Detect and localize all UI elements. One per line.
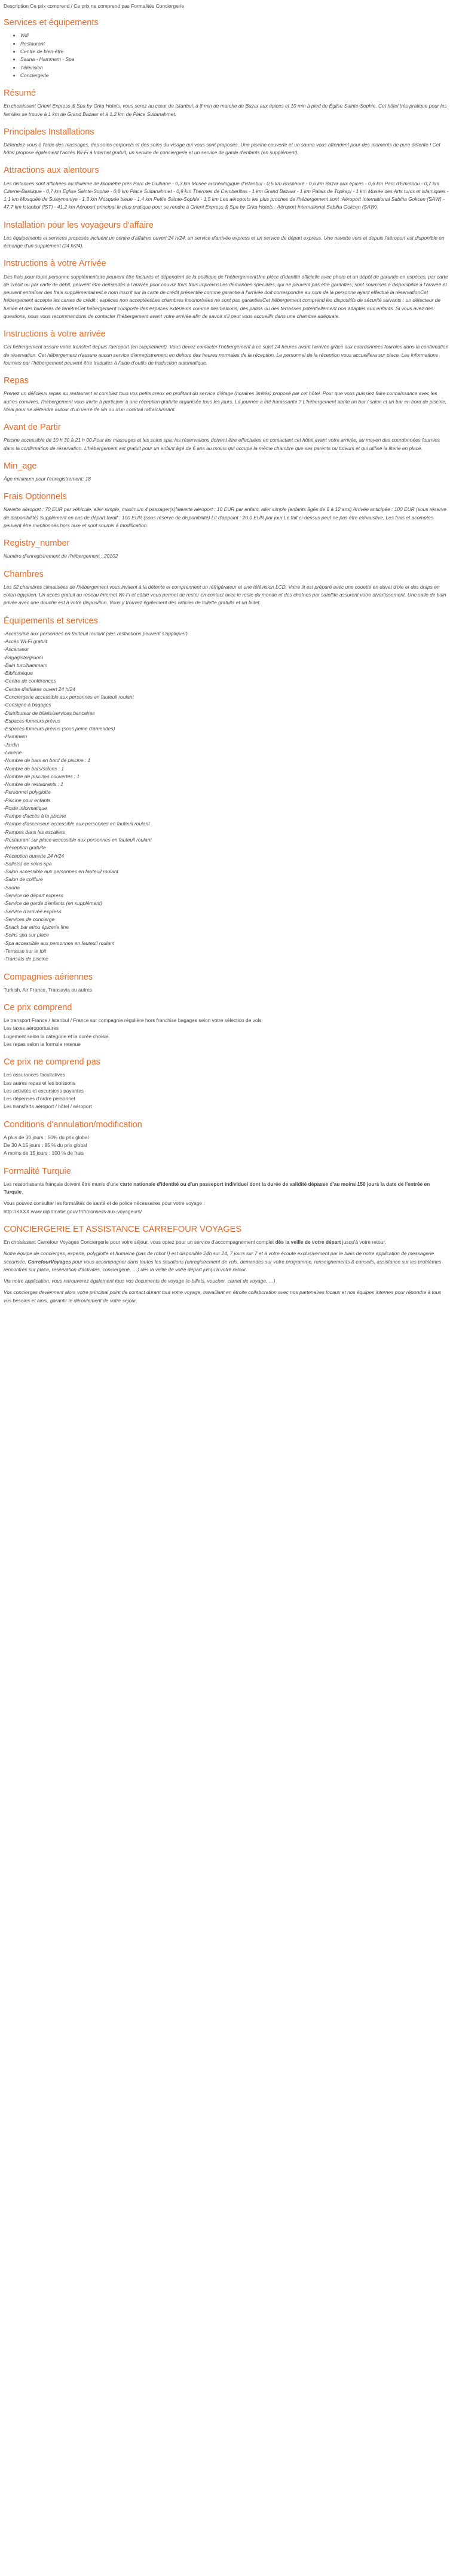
section-registry-number — [4, 538, 449, 560]
section-title: Ce prix comprend — [4, 1002, 72, 1012]
conciergerie-text-4: Vos concierges deviennent alors votre principal point de contact durant tout votre voyage, travaillant en étroite collaboration avec nos partenaires locaux et nos équipes internes pour répondre à tous vos besoins et ainsi, garantir le déroulement de votre séjour. — [4, 1289, 442, 1304]
section-title: Installation pour les voyageurs d'affaire — [4, 220, 154, 230]
section-text: Âge minimum pour l'enregistrement: 18 — [4, 475, 91, 482]
list-item: -Accessible aux personnes en fauteuil roulant (des restrictions peuvent s'appliquer) — [4, 630, 188, 637]
section-text: Navette aéroport : 70 EUR par véhicule, aller simple, maximum 4 passager(s)Navette aéroport : 10 EUR par enfant, aller simple (enfants âgés de 6 à 12 ans) Arrivée anticipée : 100 EUR (sous réserve de disponibilité) Supplément en cas de départ tardif : 100 EUR (sous réserve de disponibilité) Lit d'appoint : 20.0 EUR par jour Le fait ci-dessus peut ne pas être exhaustive. Les frais et acomptes peuvent être mentionnés hors taxe et sont soumis à modification. — [4, 506, 446, 528]
section-text: En choisissant Orient Express & Spa by Orka Hotels, vous serez au cœur de Istanbul, à 8 min de marche de Bazar aux épices et 10 min à pied de Église Sainte-Sophie. Cet hôtel très pratique pour les familles se trouve à 1 km de Grand Bazaar et à 1,2 km de Place Sultanahmet. — [4, 103, 447, 117]
formalite-link[interactable]: http://XXXX.www.diplomatie.gouv.fr/fr/conseils-aux-voyageurs/ — [4, 1208, 142, 1214]
list-item: De 30 A 15 jours : 85 % du prix global — [4, 1142, 87, 1149]
list-item: -Jardin — [4, 741, 19, 748]
section-title: Instructions à votre Arrivée — [4, 259, 106, 269]
list-item: • Conciergerie — [20, 72, 449, 79]
section-title: Équipements et services — [4, 616, 98, 626]
conditions-list — [4, 1134, 449, 1158]
list-item: Logement selon la catégorie et la durée choisie. — [4, 1033, 110, 1039]
list-item: -Restaurant sur place accessible aux personnes en fauteuil roulant — [4, 837, 152, 843]
list-item: -Soins spa sur place — [4, 932, 49, 938]
list-item: -Rampe d'accès à la piscine — [4, 813, 66, 819]
list-item: -Spa accessible aux personnes en fauteuil roulant — [4, 940, 115, 946]
list-item: -Nombre de bars/salons : 1 — [4, 765, 65, 772]
list-item: -Terrasse sur le toit — [4, 947, 47, 954]
section-chambres — [4, 569, 449, 607]
section-installation-affaires — [4, 220, 449, 250]
section-text: Turkish, Air France, Transavia ou autres — [4, 986, 93, 993]
list-item: -Bain turc/hammam — [4, 662, 48, 668]
list-item: Les dépenses d'ordre personnel — [4, 1096, 75, 1102]
list-item: -Bagagiste/groom — [4, 654, 44, 660]
formalite-sante-text: Vous pouvez consulter les formalités de santé et de police nécessaires pour votre voyage : — [4, 1200, 205, 1207]
section-title: CONCIERGERIE ET ASSISTANCE CARREFOUR VOYAGES — [4, 1224, 242, 1234]
list-item: -Espaces fumeurs prévus — [4, 717, 60, 724]
list-item: Les taxes aéroportuaires — [4, 1025, 59, 1032]
list-item: -Laverie — [4, 749, 22, 755]
section-title: Repas — [4, 376, 29, 386]
section-title: Instructions à votre arrivée — [4, 329, 106, 339]
section-resume — [4, 88, 449, 118]
section-title: Registry_number — [4, 539, 70, 549]
list-item: -Centre d'affaires ouvert 24 h/24 — [4, 686, 75, 692]
section-ce-prix-comprend — [4, 1002, 449, 1048]
section-title: Formalité Turquie — [4, 1166, 71, 1176]
section-text: Détendez-vous à l'aide des massages, des soins corporels et des soins du visage qui vous sont proposés. Une piscine couverte et un sauna vous attendent pour des moments de pure détente ! Cet hôtel propose également l'accès Wi-Fi à Internet gratuit, un service de conciergerie et un service de garde d'enfants (en supplément). — [4, 141, 440, 156]
section-formalite-turquie — [4, 1166, 449, 1216]
formalite-text: Les ressortissants français doivent être munis d'une carte nationale d'identité ou d'un passeport individuel dont la durée de validité dépasse d'au moins 150 jours la date de l'entrée en Turquie. — [4, 1180, 430, 1195]
section-services — [4, 17, 449, 79]
list-item: -Rampes dans les escaliers — [4, 828, 65, 835]
conciergerie-text-1: En choisissant Carrefour Voyages Conciergerie pour votre séjour, vous optez pour un service d'accompagnement complet dès la veille de votre départ jusqu'à votre retour. — [4, 1239, 387, 1246]
list-item: -Espaces fumeurs prévus (sous peine d'amendes) — [4, 726, 115, 732]
list-item: -Conciergerie accessible aux personnes en fauteuil roulant — [4, 693, 134, 700]
section-text: Piscine accessible de 10 h 30 à 21 h 00.Pour les massages et les soins spa, les réservations doivent être effectuées en contactant cet hôtel avant votre arrivée, au moyen des coordonnées fournies dans la confirmation de réservation. L'hébergement est gratuit pour un enfant âgé de 6 ans au moins qui occupe la même chambre que ses parents ou tuteurs et qui utilise la literie en place. — [4, 437, 440, 451]
section-repas — [4, 375, 449, 414]
list-item: Les transferts aéroport / hôtel / aéroport — [4, 1103, 92, 1110]
section-title: Frais Optionnels — [4, 492, 67, 502]
section-frais-optionnels — [4, 491, 449, 530]
section-title: Ce prix ne comprend pas — [4, 1057, 100, 1067]
list-item: -Centre de conférences — [4, 678, 56, 684]
list-item: -Service de départ express — [4, 892, 64, 898]
list-item: -Accès Wi-Fi gratuit — [4, 638, 47, 644]
section-title: Min_age — [4, 461, 37, 471]
section-avant-partir — [4, 422, 449, 452]
section-equipements-services — [4, 616, 449, 963]
list-item: • Télévision — [20, 64, 449, 72]
equipements-list — [4, 630, 449, 963]
services-list — [4, 32, 449, 79]
section-title: Résumé — [4, 88, 36, 99]
list-item: Les activités et excursions payantes — [4, 1087, 84, 1094]
list-item: -Rampe d'ascenseur accessible aux personnes en fauteuil roulant — [4, 821, 150, 827]
list-item: A plus de 30 jours : 50% du prix global — [4, 1134, 89, 1140]
section-conciergerie — [4, 1224, 449, 1305]
section-title: Chambres — [4, 569, 44, 579]
section-conditions-annulation — [4, 1119, 449, 1158]
list-item: Le transport France / Istanbul / France sur compagnie régulière hors franchise bagages selon votre sélection de vols — [4, 1017, 262, 1024]
list-item: • Centre de bien-être — [20, 48, 449, 56]
list-item: • Wifi — [20, 32, 449, 39]
list-item: -Snack bar et/ou épicerie fine — [4, 924, 69, 931]
section-text: Les 52 chambres climatisées de l'hébergement vous invitent à la détente et comprennent un réfrigérateur et une télévision LCD. Votre lit est préparé avec une couette en duvet d'oie et des draps en coton égyptien. Un accès gratuit au réseau Internet Wi-Fi et câblé vous permet de rester en contact avec le reste du monde et des chaînes par satellite assurent votre divertissement. Une salle de bain privée avec une douche est à votre disposition. Vous y trouvez également des articles de toilette gratuits et un bidet. — [4, 583, 446, 606]
list-item: -Personnel polyglotte — [4, 789, 51, 796]
section-text: Numéro d'enregistrement de l'hébergement : 20102 — [4, 553, 118, 559]
section-title: Avant de Partir — [4, 423, 61, 433]
section-text: Cet hébergement assure votre transfert depuis l'aéroport (en supplément). Vous devez contacter l'hébergement à ce sujet 24 heures avant l'arrivée grâce aux coordonnées fournies dans la confirmation de réservation. Cet hébergement n'assure aucun service d'enregistrement en dehors des heures normales de la réception. Le personnel de la réception vous accueillera sur place. Les informations fournies par l'hébergement peuvent être traduites à l'aide d'outils de traduction automatique. — [4, 344, 449, 366]
list-item: -Consigne à bagages — [4, 702, 51, 708]
top-navigation-line: Description Ce prix comprend / Ce prix ne comprend pas Formalités Conciergerie — [4, 3, 185, 9]
list-item: -Salle(s) de soins spa — [4, 860, 52, 867]
list-item: -Services de concierge — [4, 916, 55, 922]
list-item: -Nombre de restaurants : 1 — [4, 781, 64, 788]
list-item: -Piscine pour enfants — [4, 797, 51, 803]
section-title: Conditions d'annulation/modification — [4, 1119, 142, 1130]
list-item: -Salon de coiffure — [4, 876, 43, 883]
section-attractions — [4, 165, 449, 211]
list-item: Les autres repas et les boissons — [4, 1079, 76, 1086]
list-item: -Ascenseur — [4, 646, 29, 653]
list-item: -Salon accessible aux personnes en fauteuil roulant — [4, 868, 118, 875]
list-item: -Poste informatique — [4, 804, 47, 811]
section-instructions-arrivee-1 — [4, 258, 449, 320]
section-text: Les équipements et services proposés incluent un centre d'affaires ouvert 24 h/24, un service d'arrivée express et un service de départ express. Une navette vers et depuis l'aéroport est disponible en échange d'un supplément (24 h/24). — [4, 234, 445, 249]
conciergerie-text-3: Via notre application, vous retrouverez également tous vos documents de voyage (e-billets, voucher, carnet de voyage, …) — [4, 1278, 276, 1284]
section-title: Attractions aux alentours — [4, 166, 99, 176]
list-item: -Hammam — [4, 733, 27, 740]
list-item: -Réception gratuite — [4, 845, 46, 851]
section-title: Services et équipements — [4, 18, 99, 28]
list-item: Les repas selon la formule retenue — [4, 1041, 81, 1047]
section-title: Principales Installations — [4, 127, 94, 137]
list-item: • Restaurant — [20, 40, 449, 48]
list-item: -Nombre de bars en bord de piscine : 1 — [4, 757, 91, 764]
conciergerie-text-2: Notre équipe de concierges, experte, polyglotte et humaine (pas de robot !) est disponible 24h sur 24, 7 jours sur 7 et à votre écoute exclusivement par le biais de notre application de messagerie sécurisée, CarrefourVoyages pour vous accompagner dans toutes les situations (enregistrement de vols, demandes sur votre programme, renseignements & conseils, assistance sur les problèmes rencontrés sur place, réservation d'activités, conciergerie, …) dès la veille de votre départ jusqu'à votre retour. — [4, 1250, 442, 1272]
ce-prix-comprend-list — [4, 1017, 449, 1048]
list-item: Les assurances facultatives — [4, 1072, 65, 1078]
section-text: Des frais pour toute personne supplémentaire peuvent être facturés et dépendent de la politique de l'hébergementUne pièce d'identité officielle avec photo et un dépôt de garantie en espèces, par carte de crédit ou par carte de débit, peuvent être demandés à l'arrivée pour couvrir tous frais imprévusLes demandes spéciales, qui ne peuvent pas être garanties, sont soumises à disponibilité à l'arrivée et peuvent entraîner des frais supplémentairesLe nom inscrit sur la carte de crédit présentée comme garantie à l'arrivée doit correspondre au nom de la personne ayant effectué la réservationCet hébergement accepte les cartes de crédit ; espèces non acceptéesLes chambres insonorisées ne sont pas garantiesCet hébergement comprend les dispositifs de sécurité suivants : un détecteur de fumée et des barrières de fenêtreCet hébergement comporte des espaces extérieurs comme des balcons, des patios ou des terrasses potentiellement non adaptés aux enfants. Si vous avez des questions, nous vous recommandons de contacter l'hébergement avant votre arrivée afin de savoir s'il peut vous accueillir dans une chambre adéquate. — [4, 273, 448, 319]
list-item: -Réception ouverte 24 h/24 — [4, 852, 65, 859]
list-item: -Sauna — [4, 884, 20, 891]
list-item: -Service de garde d'enfants (en supplément) — [4, 900, 103, 907]
list-item: • Sauna - Hammam - Spa — [20, 56, 449, 63]
section-principales-installations — [4, 127, 449, 157]
list-item: -Service d'arrivée express — [4, 908, 62, 914]
list-item: -Distributeur de billets/services bancaires — [4, 709, 95, 716]
list-item: A moins de 15 jours : 100 % de frais — [4, 1150, 84, 1157]
list-item: -Bibliothèque — [4, 670, 33, 677]
section-min-age — [4, 461, 449, 483]
section-instructions-arrivee-2 — [4, 329, 449, 367]
section-text: Les distances sont affichées au dixième de kilomètre près Parc de Gülhane - 0,3 km Musée archéologique d'Istanbul - 0,5 km Bosphore - 0,6 km Bazar aux épices - 0,6 km Parc d'Eminönü - 0,7 km Citerne-Basilique - 0,7 km Église Sainte-Sophie - 0,8 km Place Sultanahmet - 0,9 km Thermes de Cemberlitas - 1 km Grand Bazaar - 1 km Palais de Topkapi - 1 km Musée des Arts turcs et islamiques - 1,1 km Mosquée de Suleymaniye - 1,3 km Mosquée bleue - 1,4 km Petite Sainte-Sophie - 1,5 km Les aéroports les plus proches de l'hébergement sont :Aéroport International Sabiha Gokcen (SAW) - 47,7 km Istanbul (IST) - 41,2 km Aéroport principal le plus pratique pour se rendre à Orient Express & Spa by Orka Hotels : Aéroport International Sabiha Gokcen (SAW). — [4, 180, 449, 210]
section-text: Prenez un délicieux repas au restaurant et combiez tous vos petits creux en profitant du service d'étage (horaires limités) proposé par cet hôtel. Pour que vous puissiez faire connaissance avec les autres convives, l'hébergement vous invite à participer à une réception gratuite organisée tous les jours. La journée a été harassante ? L'hébergement abrite un bar / salon et un bar en bord de piscine, idéal pour se détendre autour d'un verre de vin ou d'un cocktail rafraîchissant. — [4, 390, 447, 412]
list-item: -Transats de piscine — [4, 956, 48, 962]
section-title: Compagnies aériennes — [4, 972, 93, 982]
section-compagnies — [4, 972, 449, 994]
list-item: -Nombre de piscines couvertes : 1 — [4, 773, 80, 779]
ce-prix-ne-comprend-list — [4, 1071, 449, 1110]
section-ce-prix-ne-comprend-pas — [4, 1057, 449, 1111]
